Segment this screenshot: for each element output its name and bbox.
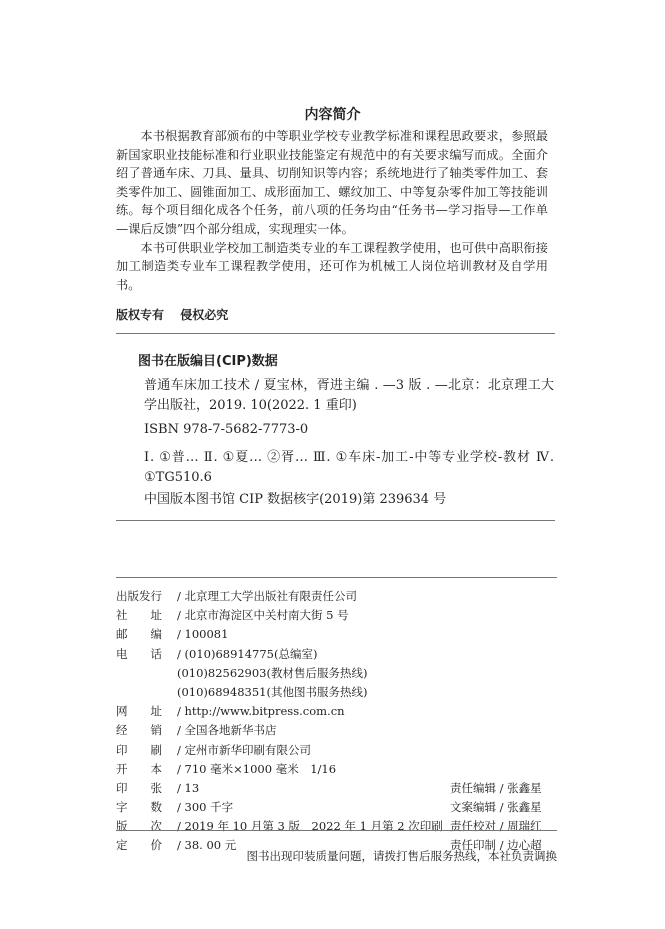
- summary-paragraph: 本书可供职业学校加工制造类专业的车工课程教学使用，也可供中高职衔接加工制造类专业车工课程教学使用，还可作为机械工人岗位培训教材及自学用书。: [116, 240, 548, 292]
- row-label: 经 销: [116, 723, 162, 738]
- publication-info: [116, 587, 561, 856]
- row-value: / 38. 00 元: [177, 838, 237, 853]
- row-label: 印 张: [116, 780, 162, 795]
- publication-row: [116, 625, 561, 644]
- divider: [116, 830, 557, 831]
- row-label: 字 数: [116, 800, 162, 815]
- row-label: 电 话: [116, 646, 162, 661]
- summary-paragraph: 本书根据教育部颁布的中等职业学校专业教学标准和课程思政要求，参照最新国家职业技能标准和行业职业技能鉴定有规范中的有关要求编写而成。全面介绍了普通车床、刀具、量具、切削知识等内容；系统地进行了轴类零件加工、套类零件加工、圆锥面加工、成形面加工、螺纹加工、中等复杂零件加工等技能训练。每个项目细化成各个任务，前八项的任务均由“任务书—学习指导—工作单—课后反馈”四个部分组成，实现理实一体。: [116, 129, 548, 236]
- cip-number: 中国版本图书馆 CIP 数据核字(2019)第 239634 号: [144, 492, 447, 507]
- row-value: / 710 毫米×1000 毫米 1/16: [177, 761, 337, 776]
- row-value: / 北京市海淀区中关村南大街 5 号: [177, 608, 349, 623]
- row-label: 印 刷: [116, 742, 162, 757]
- row-value: (010)82562903(教材售后服务热线): [177, 665, 368, 680]
- row-value: / 13: [177, 780, 200, 795]
- summary-text: [116, 127, 548, 294]
- publication-row: [116, 587, 561, 606]
- row-label: 开 本: [116, 761, 162, 776]
- row-value: / 北京理工大学出版社有限责任公司: [177, 589, 358, 603]
- copyright-notice: [116, 306, 240, 323]
- publication-row: [116, 798, 561, 817]
- row-value: / 定州市新华印刷有限公司: [177, 742, 312, 757]
- footer-note: 图书出现印装质量问题，请拨打售后服务热线，本社负责调换: [246, 849, 557, 863]
- row-editor: 文案编辑 / 张鑫星: [450, 800, 542, 815]
- row-value: / http://www.bitpress.com.cn: [177, 704, 345, 719]
- cip-title: 图书在版编目(CIP)数据: [138, 354, 278, 369]
- row-label: 邮 编: [116, 627, 162, 642]
- publication-row: [116, 779, 561, 798]
- row-label: 版 次: [116, 819, 162, 834]
- publication-row: [116, 606, 561, 625]
- row-label: 出版发行: [116, 589, 162, 603]
- cip-subjects: Ⅰ. ①普… Ⅱ. ①夏… ②胥… Ⅲ. ①车床-加工-中等专业学校-教材 Ⅳ. ①TG510.6: [144, 450, 554, 485]
- publication-row: [116, 760, 561, 779]
- divider: [116, 333, 555, 334]
- copyright-right: 侵权必究: [180, 308, 229, 322]
- row-value: / (010)68914775(总编室): [177, 646, 318, 661]
- summary-title: 内容简介: [304, 107, 361, 123]
- row-value: / 全国各地新华书店: [177, 723, 277, 738]
- row-editor: 责任印制 / 边心超: [450, 838, 542, 853]
- cip-record: 普通车床加工技术 / 夏宝林，胥进主编 . —3 版 . —北京：北京理工大学出版社，2019. 10(2022. 1 重印): [144, 378, 554, 413]
- publication-row: [116, 683, 561, 702]
- publication-row: [116, 721, 561, 740]
- cip-body: [144, 376, 554, 492]
- publication-row: [116, 702, 561, 721]
- publication-row: [116, 664, 561, 683]
- row-label: 社 址: [116, 608, 162, 623]
- row-label: 网 址: [116, 704, 162, 719]
- row-label: 定 价: [116, 838, 162, 853]
- publication-row: [116, 817, 561, 836]
- row-editor: 责任编辑 / 张鑫星: [450, 780, 542, 795]
- row-value: / 2019 年 10 月第 3 版 2022 年 1 月第 2 次印刷: [177, 819, 443, 834]
- divider: [116, 577, 557, 578]
- cip-isbn: ISBN 978-7-5682-7773-0: [144, 422, 309, 437]
- row-value: / 300 千字: [177, 800, 234, 815]
- copyright-left: 版权专有: [116, 308, 165, 322]
- row-value: / 100081: [177, 627, 229, 642]
- row-value: (010)68948351(其他图书服务热线): [177, 684, 368, 699]
- publication-row: [116, 741, 561, 760]
- row-editor: 责任校对 / 周瑞红: [450, 819, 542, 834]
- divider: [116, 520, 555, 521]
- publication-row: [116, 645, 561, 664]
